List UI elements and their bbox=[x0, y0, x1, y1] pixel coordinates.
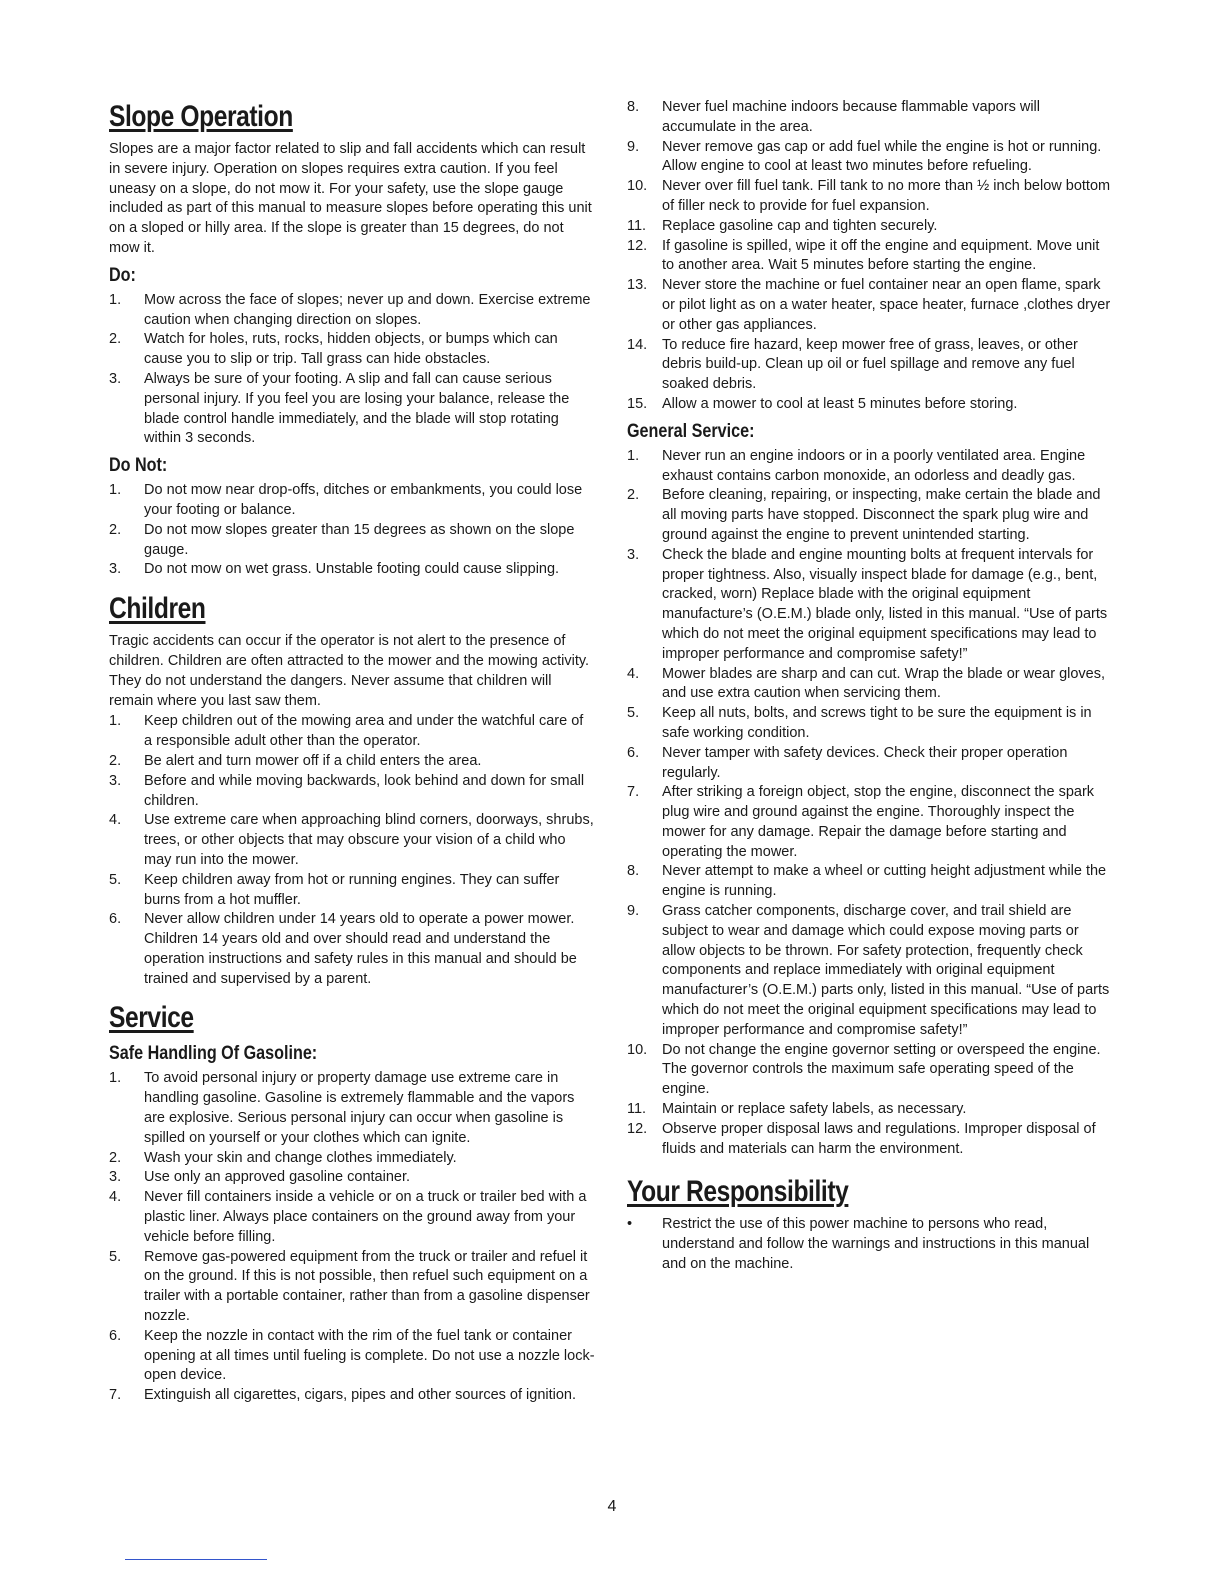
list-item-text: Restrict the use of this power machine to persons who read, understand and follow the warnings and instructions in this manual and on the machine. bbox=[662, 1216, 1090, 1273]
list-item bbox=[627, 486, 1111, 545]
list-item-text: Never fuel machine indoors because flammable vapors will accumulate in the area. bbox=[662, 99, 1040, 135]
list-item bbox=[627, 276, 1111, 335]
list-item-number: 6. bbox=[109, 1327, 122, 1344]
list-item-number: 3. bbox=[109, 370, 122, 387]
children-section bbox=[109, 590, 595, 989]
left-column bbox=[109, 98, 595, 1406]
list-item-number: 7. bbox=[627, 784, 640, 801]
list-item-text: Never tamper with safety devices. Check their proper operation regularly. bbox=[662, 744, 1068, 781]
list-item-text: Never run an engine indoors or in a poorly ventilated area. Engine exhaust contains carbon monoxide, an odorless and deadly gas. bbox=[662, 447, 1086, 484]
list-item-number: 5. bbox=[109, 1248, 122, 1265]
list-item-number: 13. bbox=[627, 277, 648, 294]
list-item-text: Observe proper disposal laws and regulations. Improper disposal of fluids and materials can harm the environment. bbox=[662, 1120, 1096, 1157]
list-item bbox=[627, 665, 1111, 705]
list-item-text: Allow a mower to cool at least 5 minutes before storing. bbox=[662, 395, 1018, 412]
list-item-text: Use only an approved gasoline container. bbox=[144, 1169, 411, 1186]
list-item-text: Keep all nuts, bolts, and screws tight to be sure the equipment is in safe working condition. bbox=[662, 705, 1092, 741]
list-item-number: 12. bbox=[627, 1120, 648, 1137]
responsibility-section bbox=[627, 1173, 1111, 1274]
list-item-text: Replace gasoline cap and tighten securely. bbox=[662, 217, 938, 234]
list-item-text: Keep children out of the mowing area and under the watchful care of a responsible adult other than the operator. bbox=[144, 713, 584, 750]
list-item-text: To avoid personal injury or property damage use extreme care in handling gasoline. Gasoline is extremely flammable and the vapors are explosive. Serious personal injury can occur when gasoline is spilled on yourself or your clothes which can ignite. bbox=[144, 1070, 575, 1146]
list-item bbox=[109, 1386, 595, 1406]
list-item bbox=[109, 1327, 595, 1386]
list-item bbox=[627, 336, 1111, 395]
list-item-number: 14. bbox=[627, 336, 648, 353]
list-item bbox=[109, 1168, 595, 1188]
list-item-number: 1. bbox=[109, 482, 122, 499]
list-item bbox=[627, 237, 1111, 277]
list-item-number: 9. bbox=[627, 903, 640, 920]
list-item bbox=[627, 902, 1111, 1041]
list-item-number: 10. bbox=[627, 1041, 648, 1058]
list-item bbox=[627, 217, 1111, 237]
list-item bbox=[627, 546, 1111, 665]
list-item-text: Mower blades are sharp and can cut. Wrap the blade or wear gloves, and use extra caution when servicing them. bbox=[662, 665, 1106, 702]
list-item-number: 9. bbox=[627, 138, 640, 155]
list-item-text: Do not change the engine governor setting or overspeed the engine. The governor controls the maximum safe operating speed of the engine. bbox=[662, 1041, 1101, 1098]
list-item bbox=[109, 291, 595, 331]
list-item-number: 1. bbox=[109, 1070, 122, 1087]
list-item-number: 6. bbox=[109, 911, 122, 928]
slope-operation-heading: Slope Operation bbox=[109, 100, 293, 133]
list-item-text: Never allow children under 14 years old to operate a power mower. Children 14 years old and over should read and understand the operation instructions and safety rules in this manual and should be trained and supervised by a parent. bbox=[144, 911, 577, 987]
list-item-number: 8. bbox=[627, 99, 640, 115]
list-item-text: Never attempt to make a wheel or cutting height adjustment while the engine is running. bbox=[662, 863, 1107, 900]
list-item bbox=[109, 370, 595, 449]
list-item bbox=[109, 712, 595, 752]
list-item-text: Do not mow near drop-offs, ditches or embankments, you could lose your footing or balance. bbox=[144, 482, 583, 518]
list-item-number: 4. bbox=[109, 812, 122, 829]
list-item-text: Always be sure of your footing. A slip and fall can cause serious personal injury. If you feel you are losing your balance, release the blade control handle immediately, and the blade will stop rotating within 3 seconds. bbox=[144, 370, 570, 447]
list-item-number: 2. bbox=[109, 752, 122, 769]
do-list bbox=[109, 291, 595, 449]
list-item-text: Extinguish all cigarettes, cigars, pipes and other sources of ignition. bbox=[144, 1387, 577, 1404]
children-intro: Tragic accidents can occur if the operator is not alert to the presence of children. Children are often attracted to the mower and the mowing activity. They do not understand the dangers. Never assume that children will remain where you last saw them. bbox=[109, 633, 590, 709]
list-item bbox=[109, 1248, 595, 1327]
do-heading: Do: bbox=[109, 264, 136, 286]
list-item bbox=[109, 910, 595, 989]
list-item-text: Grass catcher components, discharge cover, and trail shield are subject to wear and damage which could expose moving parts or allow objects to be thrown. For safety protection, frequently check components and replace immediately with original equipment manufacturer’s (O.E.M.) parts only, listed in this manual. “Use of parts which do not meet the original equipment specifications may lead to improper performance and compromise safety!” bbox=[662, 903, 1110, 1038]
responsibility-heading: Your Responsibility bbox=[627, 1175, 849, 1209]
list-item-number: 12. bbox=[627, 237, 648, 254]
list-item-number: 2. bbox=[109, 1149, 122, 1166]
list-item-number: 15. bbox=[627, 395, 648, 412]
list-item bbox=[109, 811, 595, 870]
service-section bbox=[109, 999, 595, 1406]
list-item-text: Never fill containers inside a vehicle or on a truck or trailer bed with a plastic liner. Always place containers on the ground away from your vehicle before filling. bbox=[144, 1189, 587, 1245]
list-item-text: Check the blade and engine mounting bolts at frequent intervals for proper tightness. Also, visually inspect blade for damage (e.g., bent, cracked, worn) Replace blade with the original equipment manufacture’s (O.E.M.) blade only, listed in this manual. “Use of parts which do not meet the original equipment specifications may lead to improper performance and compromise safety!” bbox=[662, 546, 1108, 662]
list-item-number: 10. bbox=[627, 178, 648, 195]
general-service-heading: General Service: bbox=[627, 420, 755, 442]
list-item-number: 4. bbox=[627, 665, 640, 682]
list-item-text: Before and while moving backwards, look behind and down for small children. bbox=[144, 772, 585, 809]
list-item-number: 11. bbox=[627, 217, 647, 234]
list-item-number: 1. bbox=[109, 291, 122, 308]
list-item-number: 5. bbox=[627, 705, 640, 722]
list-item-text: Wash your skin and change clothes immediately. bbox=[144, 1149, 457, 1166]
list-item-text: Keep children away from hot or running engines. They can suffer burns from a hot muffler. bbox=[144, 871, 560, 908]
list-item-text: Do not mow slopes greater than 15 degrees as shown on the slope gauge. bbox=[144, 521, 575, 558]
children-heading: Children bbox=[109, 592, 206, 626]
list-item bbox=[627, 744, 1111, 784]
list-item bbox=[109, 481, 595, 521]
list-item bbox=[109, 560, 595, 580]
list-item-text: Keep the nozzle in contact with the rim of the fuel tank or container opening at all times until fueling is complete. Do not use a nozzle lock-open device. bbox=[144, 1327, 595, 1384]
list-item-text: Remove gas-powered equipment from the truck or trailer and refuel it on the ground. If this is not possible, then refuel such equipment on a trailer with a portable container, rather than from a gasoline dispenser nozzle. bbox=[144, 1248, 590, 1325]
list-item bbox=[627, 1041, 1111, 1100]
list-item-text: Never store the machine or fuel container near an open flame, spark or pilot light as on a water heater, space heater, furnace ,clothes dryer or other gas appliances. bbox=[662, 277, 1111, 333]
list-item-number: 3. bbox=[627, 546, 640, 563]
list-item-number: 8. bbox=[627, 863, 640, 880]
list-item-text: Watch for holes, ruts, rocks, hidden objects, or bumps which can cause you to slip or trip. Tall grass can hide obstacles. bbox=[144, 331, 558, 368]
list-item-number: 11. bbox=[627, 1101, 647, 1118]
responsibility-list bbox=[627, 1215, 1111, 1274]
list-item bbox=[109, 1188, 595, 1247]
slope-operation-section bbox=[109, 98, 595, 580]
list-item bbox=[627, 395, 1111, 415]
list-item bbox=[627, 447, 1111, 487]
list-item-number: 6. bbox=[627, 744, 640, 761]
right-column bbox=[627, 98, 1111, 1275]
list-item bbox=[109, 1069, 595, 1148]
list-item-text: Mow across the face of slopes; never up and down. Exercise extreme caution when changing direction on slopes. bbox=[144, 291, 591, 328]
slope-intro: Slopes are a major factor related to slip and fall accidents which can result in severe injury. Operation on slopes requires extra caution. If you feel uneasy on a slope, do not mow it. For your safety, use the slope gauge included as part of this manual to measure slopes before operating this unit on a sloped or hilly area. If the slope is greater than 15 degrees, do not mow it. bbox=[109, 141, 592, 256]
do-not-list bbox=[109, 481, 595, 580]
list-item-text: Use extreme care when approaching blind corners, doorways, shrubs, trees, or other objects that may obscure your vision of a child who may run into the mower. bbox=[144, 812, 594, 868]
list-item-number: 4. bbox=[109, 1189, 122, 1206]
list-item bbox=[109, 330, 595, 370]
list-item-number: 2. bbox=[109, 331, 122, 348]
list-item-text: Be alert and turn mower off if a child enters the area. bbox=[144, 752, 482, 769]
list-item bbox=[627, 783, 1111, 862]
list-item bbox=[109, 772, 595, 812]
list-item-number: 7. bbox=[109, 1387, 122, 1404]
list-item bbox=[627, 1215, 1111, 1274]
do-not-heading: Do Not: bbox=[109, 455, 168, 477]
list-item-number: 5. bbox=[109, 871, 122, 888]
list-item-text: Never remove gas cap or add fuel while the engine is hot or running. Allow engine to cool at least two minutes before refueling. bbox=[662, 138, 1102, 175]
list-item-number: • bbox=[627, 1216, 633, 1233]
list-item bbox=[109, 521, 595, 561]
list-item bbox=[627, 862, 1111, 902]
list-item bbox=[627, 704, 1111, 744]
list-item-number: 1. bbox=[109, 713, 122, 730]
list-item-number: 1. bbox=[627, 447, 640, 464]
list-item-text: Maintain or replace safety labels, as necessary. bbox=[662, 1101, 967, 1118]
page-number: 4 bbox=[607, 1498, 617, 1515]
gasoline-list-left bbox=[109, 1069, 595, 1406]
list-item-number: 3. bbox=[109, 772, 122, 789]
list-item-text: To reduce fire hazard, keep mower free of grass, leaves, or other debris build-up. Clean up oil or fuel spillage and remove any fuel soaked debris. bbox=[662, 336, 1078, 393]
footer-rule bbox=[125, 1559, 267, 1560]
list-item bbox=[627, 98, 1111, 138]
gasoline-list-right bbox=[627, 98, 1111, 415]
service-heading: Service bbox=[109, 1001, 194, 1035]
list-item-text: After striking a foreign object, stop the engine, disconnect the spark plug wire and ground against the engine. Thoroughly inspect the mower for any damage. Repair the damage before starting and operating the mower. bbox=[662, 784, 1095, 860]
list-item-text: Do not mow on wet grass. Unstable footing could cause slipping. bbox=[144, 561, 560, 578]
list-item bbox=[109, 1149, 595, 1169]
general-service-list bbox=[627, 447, 1111, 1160]
list-item-text: Before cleaning, repairing, or inspecting, make certain the blade and all moving parts have stopped. Disconnect the spark plug wire and ground against the engine to prevent unintended starting. bbox=[662, 487, 1101, 543]
list-item-text: Never over fill fuel tank. Fill tank to no more than ½ inch below bottom of filler neck to provide for fuel expansion. bbox=[662, 178, 1111, 214]
list-item-text: If gasoline is spilled, wipe it off the engine and equipment. Move unit to another area. Wait 5 minutes before starting the engine. bbox=[662, 237, 1100, 274]
list-item-number: 2. bbox=[109, 521, 122, 538]
list-item bbox=[109, 871, 595, 911]
list-item-number: 3. bbox=[109, 561, 122, 578]
list-item bbox=[109, 752, 595, 772]
list-item bbox=[627, 1120, 1111, 1160]
list-item bbox=[627, 177, 1111, 217]
list-item-number: 2. bbox=[627, 487, 640, 504]
gasoline-heading: Safe Handling Of Gasoline: bbox=[109, 1043, 318, 1065]
list-item-number: 3. bbox=[109, 1169, 122, 1186]
list-item bbox=[627, 1100, 1111, 1120]
children-list bbox=[109, 712, 595, 989]
list-item bbox=[627, 138, 1111, 178]
